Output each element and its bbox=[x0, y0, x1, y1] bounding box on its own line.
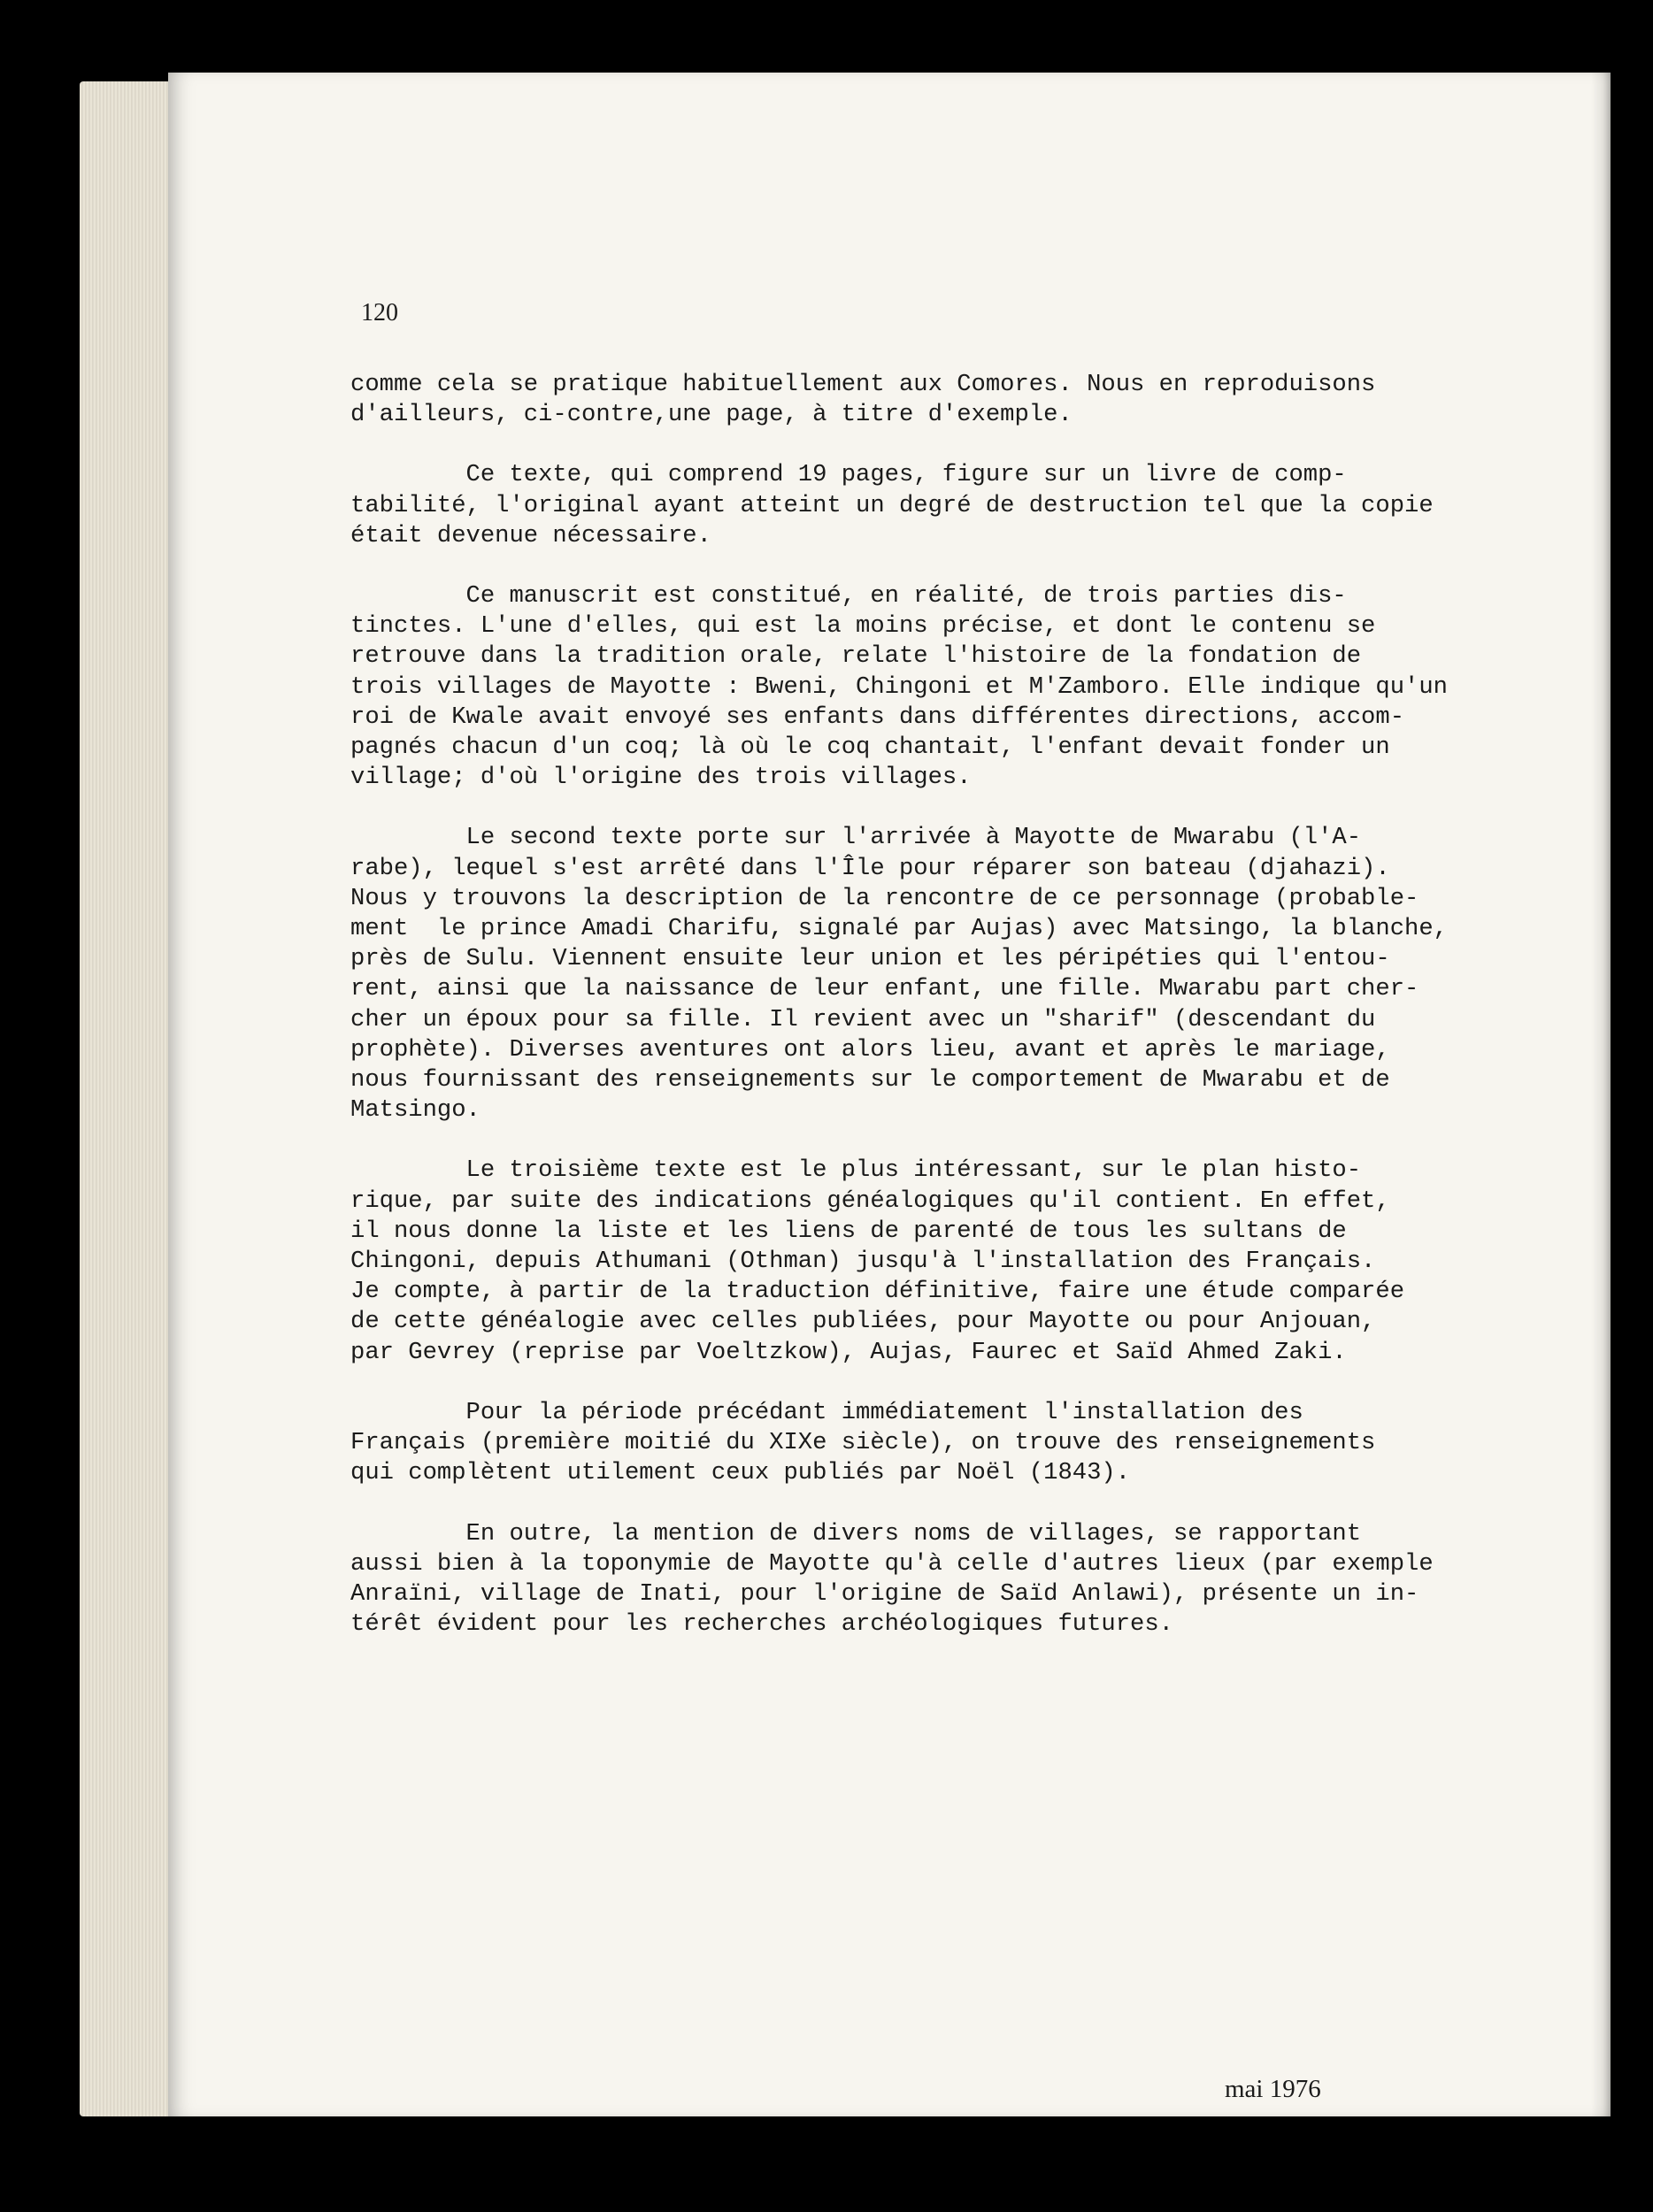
text-line: comme cela se pratique habituellement aux Comores. Nous en reproduisons bbox=[350, 371, 1376, 398]
text-line: retrouve dans la tradition orale, relate l'histoire de la fondation de bbox=[350, 642, 1362, 671]
text-line: tinctes. L'une d'elles, qui est la moins précise, et dont le contenu se bbox=[350, 612, 1376, 641]
paragraph-6 bbox=[350, 1398, 1452, 1489]
text-line: aussi bien à la toponymie de Mayotte qu'à celle d'autres lieux (par exemple bbox=[350, 1549, 1434, 1578]
text-line: trois villages de Mayotte : Bweni, Chingoni et M'Zamboro. Elle indique qu'un bbox=[350, 672, 1448, 701]
text-line: Français (première moitié du XIXe siècle), on trouve des renseignements bbox=[350, 1429, 1376, 1457]
text-line: de cette généalogie avec celles publiées, pour Mayotte ou pour Anjouan, bbox=[350, 1308, 1376, 1336]
paragraph-4 bbox=[350, 823, 1452, 1125]
text-line: nous fournissant des renseignements sur le comportement de Mwarabu et de bbox=[350, 1066, 1390, 1094]
text-line: Le troisième texte est le plus intéressant, sur le plan histo- bbox=[350, 1156, 1362, 1185]
text-line: Ce manuscrit est constitué, en réalité, de trois parties dis- bbox=[350, 582, 1347, 611]
paragraph-7 bbox=[350, 1519, 1452, 1640]
text-line: Le second texte porte sur l'arrivée à Mayotte de Mwarabu (l'A- bbox=[350, 824, 1362, 852]
text-line: pagnés chacun d'un coq; là où le coq chantait, l'enfant devait fonder un bbox=[350, 733, 1390, 762]
text-line: il nous donne la liste et les liens de parenté de tous les sultans de bbox=[350, 1217, 1347, 1245]
text-line: En outre, la mention de divers noms de villages, se rapportant bbox=[350, 1519, 1362, 1548]
body-text bbox=[350, 370, 1452, 1670]
page-edges bbox=[80, 81, 177, 2116]
text-line: Nous y trouvons la description de la rencontre de ce personnage (probable- bbox=[350, 884, 1419, 912]
text-line: cher un époux pour sa fille. Il revient avec un "sharif" (descendant du bbox=[350, 1005, 1376, 1033]
text-line: Anraïni, village de Inati, pour l'origine de Saïd Anlawi), présente un in- bbox=[350, 1579, 1419, 1608]
paragraph-3 bbox=[350, 581, 1452, 793]
text-line: Ce texte, qui comprend 19 pages, figure sur un livre de comp- bbox=[350, 461, 1347, 489]
text-line: rabe), lequel s'est arrêté dans l'Île pour réparer son bateau (djahazi). bbox=[350, 854, 1390, 882]
text-line: ment le prince Amadi Charifu, signalé par Aujas) avec Matsingo, la blanche, bbox=[350, 915, 1448, 943]
paragraph-5 bbox=[350, 1156, 1452, 1367]
page-gutter-shadow bbox=[1591, 73, 1611, 2116]
text-line: térêt évident pour les recherches archéologiques futures. bbox=[350, 1610, 1173, 1639]
text-line: rent, ainsi que la naissance de leur enfant, une fille. Mwarabu part cher- bbox=[350, 975, 1419, 1003]
text-line: Chingoni, depuis Athumani (Othman) jusqu'à l'installation des Français. bbox=[350, 1248, 1376, 1276]
date-line: mai 1976 bbox=[1225, 2075, 1321, 2103]
text-line: Matsingo. bbox=[350, 1096, 481, 1125]
page-number: 120 bbox=[361, 299, 398, 326]
text-line: village; d'où l'origine des trois villages. bbox=[350, 764, 972, 792]
text-line: prophète). Diverses aventures ont alors lieu, avant et après le mariage, bbox=[350, 1035, 1390, 1064]
paragraph-1 bbox=[350, 370, 1452, 430]
text-line: tabilité, l'original ayant atteint un degré de destruction tel que la copie bbox=[350, 491, 1434, 519]
text-line: d'ailleurs, ci-contre,une page, à titre d'exemple. bbox=[350, 401, 1073, 429]
text-line: était devenue nécessaire. bbox=[350, 521, 711, 549]
text-line: près de Sulu. Viennent ensuite leur union et les péripéties qui l'entou- bbox=[350, 945, 1390, 973]
text-line: par Gevrey (reprise par Voeltzkow), Aujas, Faurec et Saïd Ahmed Zaki. bbox=[350, 1338, 1347, 1366]
paragraph-2 bbox=[350, 460, 1452, 551]
text-line: Je compte, à partir de la traduction définitive, faire une étude comparée bbox=[350, 1278, 1405, 1306]
text-line: roi de Kwale avait envoyé ses enfants dans différentes directions, accom- bbox=[350, 703, 1405, 731]
text-line: Pour la période précédant immédiatement l'installation des bbox=[350, 1398, 1303, 1426]
text-line: rique, par suite des indications généalogiques qu'il contient. En effet, bbox=[350, 1187, 1390, 1215]
text-line: qui complètent utilement ceux publiés par Noël (1843). bbox=[350, 1459, 1131, 1487]
